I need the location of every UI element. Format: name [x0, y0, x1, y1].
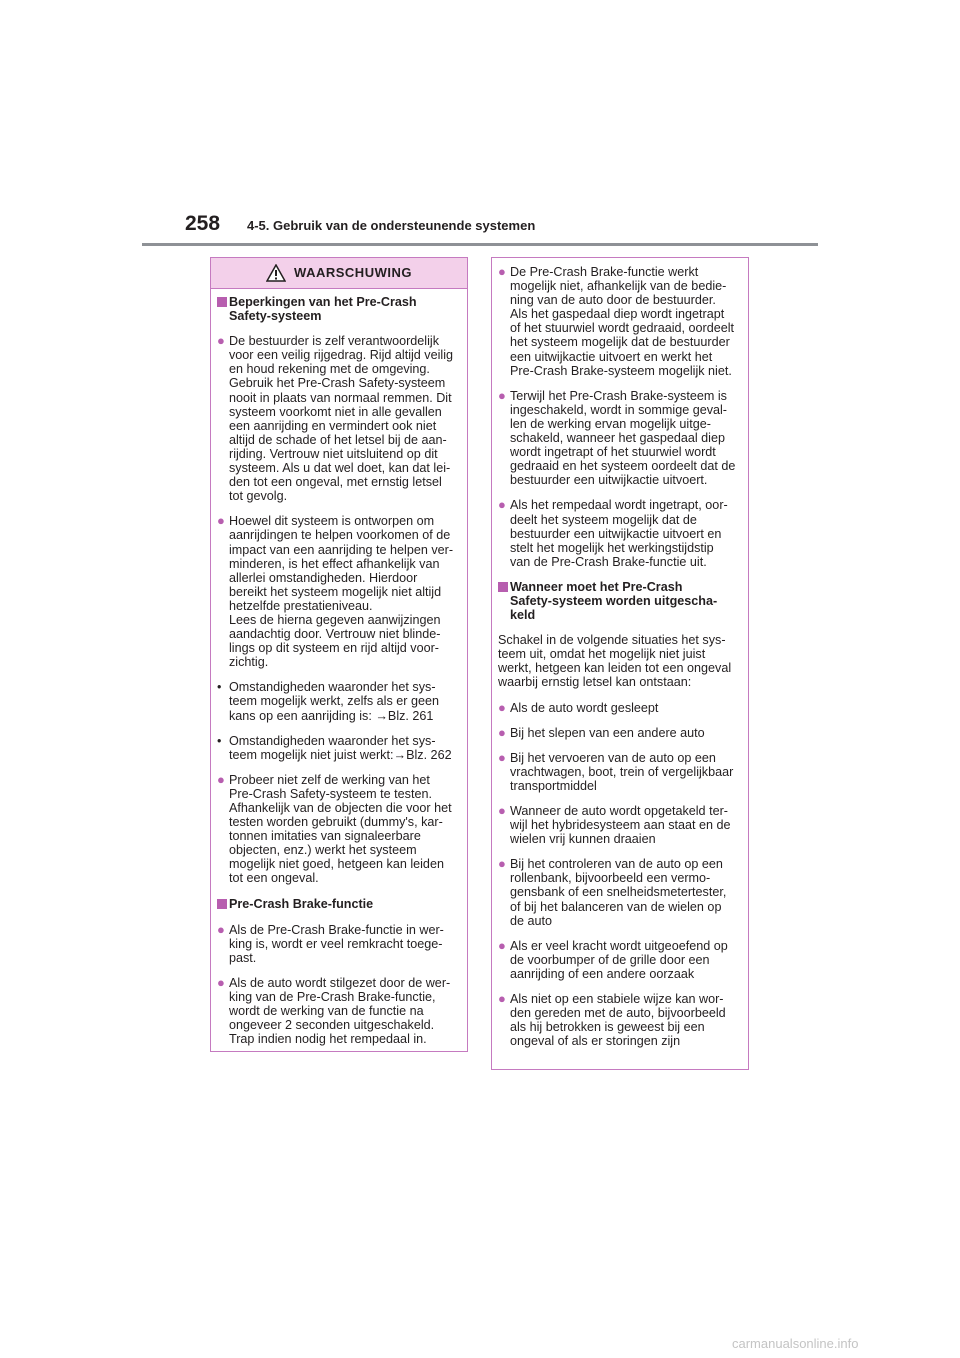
paragraph: Hoewel dit systeem is ontworpen om aanrijdingen te helpen voorkomen of de impact van een aanrijding te helpen ver- minderen, is het effect afhankelijk van allerlei omstandigheden. Hierdoor bereikt het systeem mogelijk niet altijd hetzelfde prestatieniveau. Lees de hierna gegeven aanwijzingen aandachtig door. Vertrouw niet blinde- lings op dit systeem en rijd altijd voor- zichtig.	[229, 514, 454, 670]
circle-bullet-icon: ●	[498, 699, 506, 715]
circle-bullet-icon: ●	[217, 333, 225, 349]
warning-title: WAARSCHUWING	[294, 264, 412, 280]
paragraph: Terwijl het Pre-Crash Brake-systeem is ingeschakeld, wordt in sommige geval- len de werking ervan mogelijk uitge- schakeld, wanneer het gaspedaal diep wordt ingetrapt of het stuurwiel wordt gedraaid en het systeem oordeelt dat de bestuurder een uitwijkactie uitvoert.	[510, 388, 736, 488]
circle-bullet-icon: ●	[217, 974, 225, 990]
heading-item	[211, 897, 467, 912]
heading-limitations: Beperkingen van het Pre-Crash Safety-systeem	[229, 295, 417, 324]
paragraph: Als het rempedaal wordt ingetrapt, oor- deelt het systeem mogelijk dat de bestuurder een uitwijkactie uitvoert en stelt het mogelijk het werkingstijdstip van de Pre-Crash Brake-functie uit.	[510, 498, 728, 569]
paragraph: Probeer niet zelf de werking van het Pre-Crash Safety-systeem te testen. Afhankelijk van de objecten die voor het testen worden gebruikt (dummy's, kar- tonnen imitaties van signaleerbare objecten, enz.) werkt het systeem mogelijk niet goed, hetgeen kan leiden tot een ongeval.	[229, 772, 452, 886]
circle-bullet-icon: ●	[217, 513, 225, 529]
list-item	[492, 389, 748, 488]
circle-bullet-icon: ●	[498, 803, 506, 818]
list-item	[211, 923, 467, 965]
warning-box-left	[210, 257, 468, 1052]
paragraph: Omstandigheden waaronder het sys- teem mogelijk niet juist werkt:→Blz. 262	[229, 733, 452, 762]
list-item	[492, 804, 748, 846]
list-item	[492, 939, 748, 981]
page-number: 258	[185, 212, 221, 235]
paragraph: Wanneer de auto wordt opgetakeld ter- wijl het hybridesysteem aan staat en de wielen vrij kunnen draaien	[510, 804, 731, 847]
section-title: 4-5. Gebruik van de ondersteunende systemen	[247, 218, 536, 233]
watermark: carmanualsonline.info	[732, 1336, 859, 1351]
square-bullet-icon	[498, 580, 510, 622]
paragraph: De Pre-Crash Brake-functie werkt mogelijk niet, afhankelijk van de bedie- ning van de auto door de bestuurder. Als het gaspedaal diep wordt ingetrapt of het stuurwiel wordt gedraaid, oordeelt het systeem mogelijk dat de bestuurder een uitwijkactie uitvoert en werkt het Pre-Crash Brake-systeem mogelijk niet.	[510, 265, 735, 378]
sub-list-item	[211, 734, 467, 762]
circle-bullet-icon: ●	[498, 497, 506, 513]
circle-bullet-icon: ●	[498, 387, 506, 403]
list-item	[211, 514, 467, 669]
paragraph: Als niet op een stabiele wijze kan wor- den gereden met de auto, bijvoorbeeld als hij betrokken is geweest bij een ongeval of als er storingen zijn	[510, 992, 726, 1049]
warning-body-left	[211, 289, 467, 1046]
circle-bullet-icon: ●	[498, 724, 506, 740]
circle-bullet-icon: ●	[498, 749, 506, 765]
heading-brake-function: Pre-Crash Brake-functie	[229, 896, 374, 911]
list-item	[492, 751, 748, 793]
list-item	[211, 773, 467, 886]
square-bullet-icon	[217, 897, 229, 912]
paragraph: De bestuurder is zelf verantwoordelijk voor een veilig rijgedrag. Rijd altijd veilig en houd rekening met de omgeving. Gebruik het Pre-Crash Safety-systeem nooit in plaats van normaal remmen. Dit systeem voorkomt niet in alle gevallen een aanrijding en vermindert ook niet altijd de schade of het letsel bij de aan- rijding. Vertrouw niet uitsluitend op dit systeem. Als u dat wel doet, kan dat lei- den tot een ongeval, met ernstig letsel tot gevolg.	[229, 334, 454, 504]
circle-bullet-icon: ●	[217, 921, 225, 937]
intro-paragraph: Schakel in de volgende situaties het sys- teem uit, omdat het mogelijk niet juist werkt, hetgeen kan leiden tot een ongeval waarbij ernstig letsel kan ontstaan:	[498, 633, 732, 690]
sub-list-item	[211, 680, 467, 722]
circle-bullet-icon: ●	[498, 937, 506, 953]
list-item	[211, 976, 467, 1046]
paragraph: Als de Pre-Crash Brake-functie in wer- king is, wordt er veel remkracht toege- past.	[229, 922, 444, 965]
dot-bullet-icon: •	[217, 680, 222, 695]
list-item	[492, 265, 748, 378]
paragraph: Bij het controleren van de auto op een rollenbank, bijvoorbeeld een vermo- gensbank of een snelheidsmetertester, of bij het balanceren van de wielen op de auto	[510, 857, 727, 928]
list-item	[211, 334, 467, 503]
paragraph: Omstandigheden waaronder het sys- teem mogelijk werkt, zelfs als er geen kans op een aanrijding is: →Blz. 261	[229, 680, 439, 723]
list-item	[492, 498, 748, 568]
dot-bullet-icon: •	[217, 733, 222, 748]
circle-bullet-icon: ●	[217, 771, 225, 787]
circle-bullet-icon: ●	[498, 991, 506, 1007]
circle-bullet-icon: ●	[498, 856, 506, 872]
square-bullet-icon	[217, 295, 229, 323]
paragraph: Als de auto wordt stilgezet door de wer- king van de Pre-Crash Brake-functie, wordt de werking van de functie na ongeveer 2 seconden uitgeschakeld. Trap indien nodig het rempedaal in.	[229, 975, 451, 1047]
circle-bullet-icon: ●	[498, 264, 506, 279]
paragraph: Als er veel kracht wordt uitgeoefend op de voorbumper of de grille door een aanrijding of een andere oorzaak	[510, 938, 728, 981]
warning-triangle-icon	[266, 264, 286, 282]
warning-box-right	[491, 257, 749, 1070]
heading-item	[211, 295, 467, 323]
list-item	[492, 701, 748, 715]
paragraph: Bij het vervoeren van de auto op een vrachtwagen, boot, trein of vergelijkbaar transportmiddel	[510, 750, 734, 793]
header-rule	[142, 243, 818, 246]
list-item	[492, 726, 748, 740]
paragraph: Bij het slepen van een andere auto	[510, 725, 705, 740]
heading-disable: Wanneer moet het Pre-Crash Safety-systeem worden uitgescha- keld	[510, 579, 718, 623]
list-item	[492, 992, 748, 1048]
list-item	[492, 857, 748, 927]
warning-header	[211, 258, 467, 289]
heading-item	[492, 580, 748, 622]
paragraph: Als de auto wordt gesleept	[510, 700, 659, 715]
